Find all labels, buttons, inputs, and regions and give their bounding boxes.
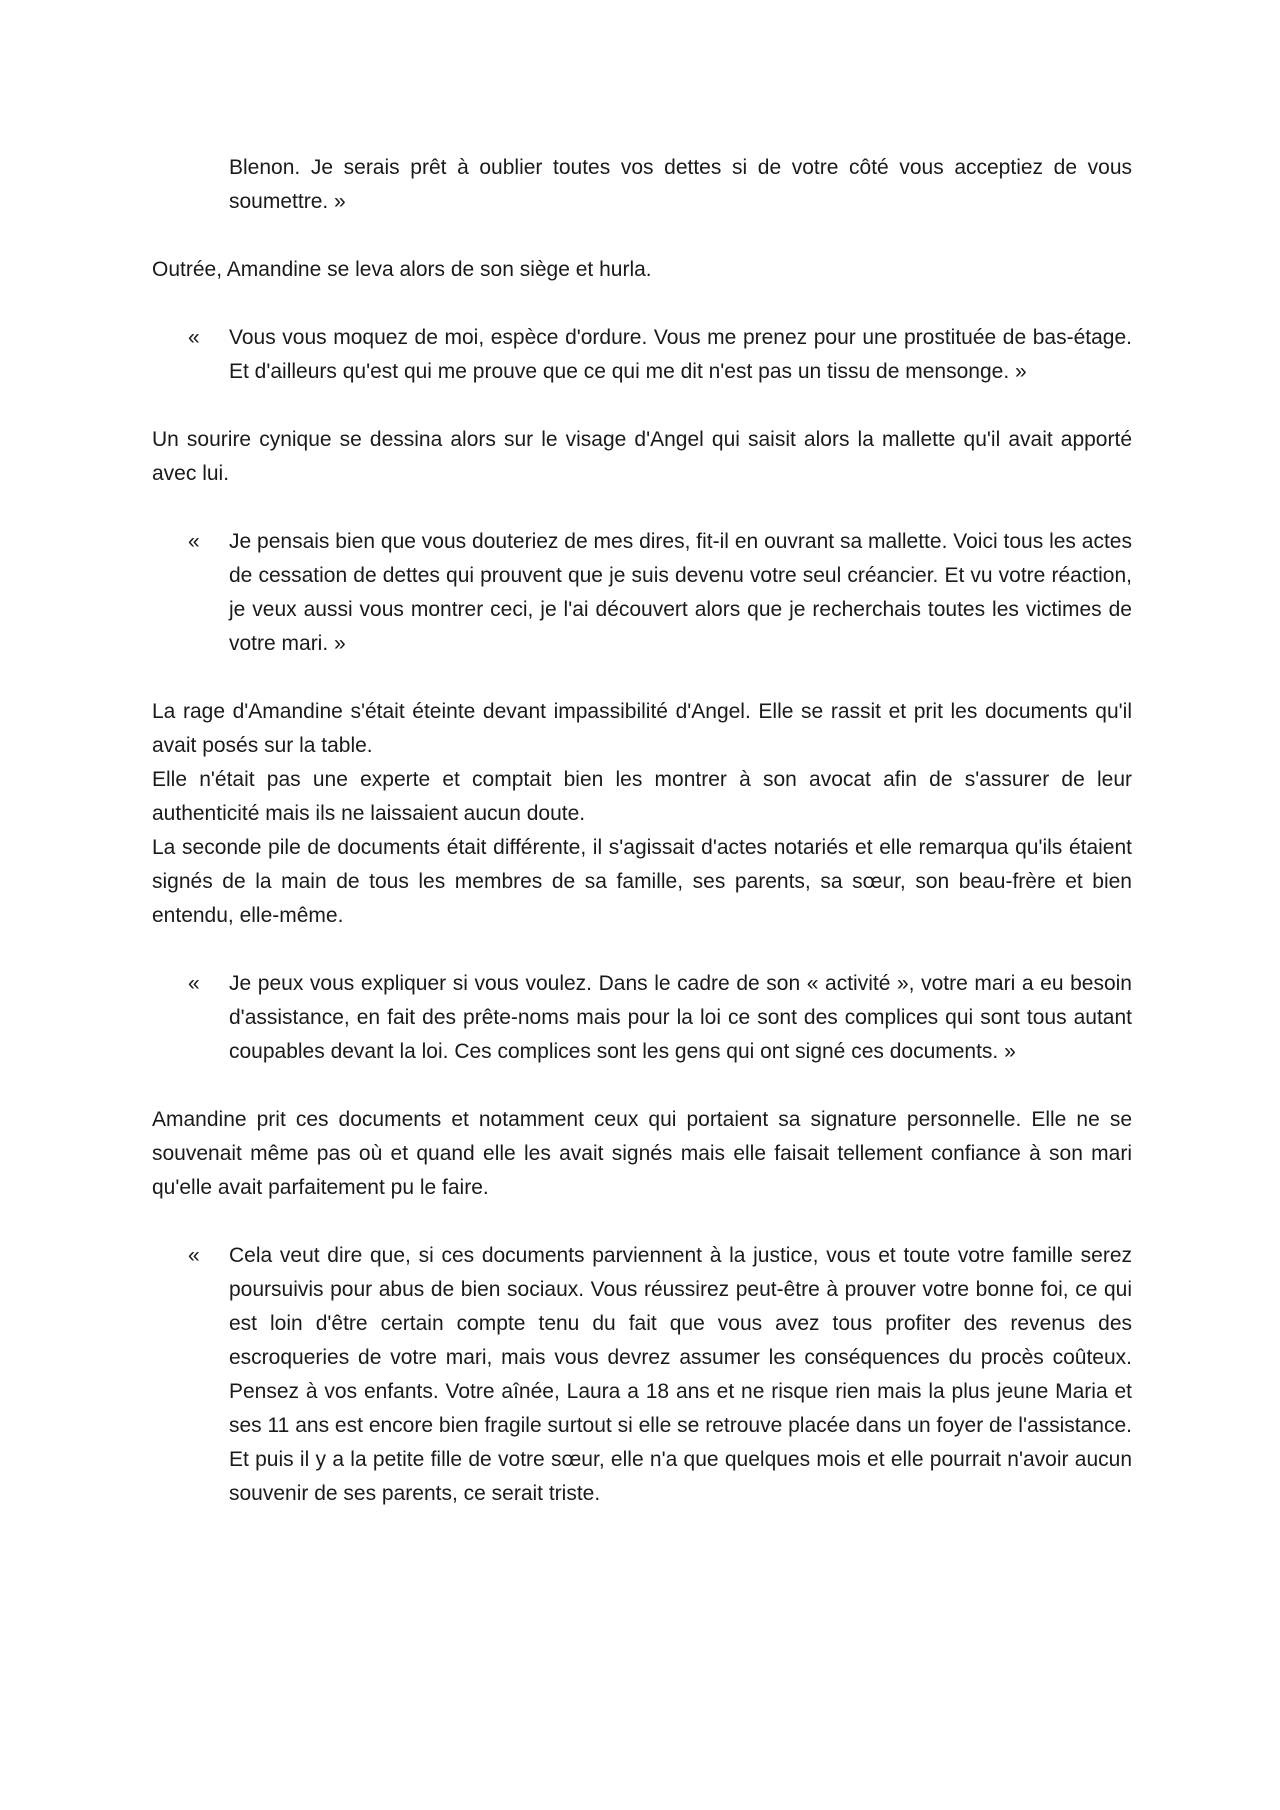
narrative-paragraph: La rage d'Amandine s'était éteinte devant impassibilité d'Angel. Elle se rassit et prit les documents qu'il avait posés sur la table. [152,700,1132,757]
quote-text: Vous vous moquez de moi, espèce d'ordure. Vous me prenez pour une prostituée de bas-étage. Et d'ailleurs qu'est qui me prouve que ce qui me dit n'est pas un tissu de mensonge. » [229,326,1132,383]
dialogue-quote [152,321,1132,389]
narrative-paragraph: Amandine prit ces documents et notamment ceux qui portaient sa signature personnelle. Elle ne se souvenait même pas où et quand elle les avait signés mais elle faisait tellement confiance à son mari qu'elle avait parfaitement pu le faire. [152,1108,1132,1199]
quote-mark: « [188,530,200,553]
narrative-paragraph: Outrée, Amandine se leva alors de son siège et hurla. [152,258,652,281]
narrative-paragraph: Un sourire cynique se dessina alors sur le visage d'Angel qui saisit alors la mallette qu'il avait apporté avec lui. [152,428,1132,485]
quote-text: Je pensais bien que vous douteriez de mes dires, fit-il en ouvrant sa mallette. Voici tous les actes de cessation de dettes qui prouvent que je suis devenu votre seul créancier. Et vu votre réaction, je veux aussi vous montrer ceci, je l'ai découvert alors que je recherchais toutes les victimes de votre mari. » [229,530,1132,655]
narrative-paragraph: Elle n'était pas une experte et comptait bien les montrer à son avocat afin de s'assurer de leur authenticité mais ils ne laissaient aucun doute. [152,768,1132,825]
quote-mark: « [188,1244,200,1267]
document-body [152,151,1132,1545]
quote-text: Je peux vous expliquer si vous voulez. Dans le cadre de son « activité », votre mari a eu besoin d'assistance, en fait des prête-noms mais pour la loi ce sont des complices qui sont tous autant coupables devant la loi. Ces complices sont les gens qui ont signé ces documents. » [229,972,1132,1063]
quote-mark: « [188,326,200,349]
quote-text: Blenon. Je serais prêt à oublier toutes vos dettes si de votre côté vous acceptiez de vous soumettre. » [229,156,1132,213]
narrative-paragraph: La seconde pile de documents était différente, il s'agissait d'actes notariés et elle remarqua qu'ils étaient signés de la main de tous les membres de sa famille, ses parents, sa sœur, son beau-frère et bien entendu, elle-même. [152,836,1132,927]
quote-mark: « [188,972,200,995]
quote-text: Cela veut dire que, si ces documents parviennent à la justice, vous et toute votre famille serez poursuivis pour abus de bien sociaux. Vous réussirez peut-être à prouver votre bonne foi, ce qui est loin d'être certain compte tenu du fait que vous avez tous profiter des revenus des escroqueries de votre mari, mais vous devrez assumer les conséquences du procès coûteux. Pensez à vos enfants. Votre aînée, Laura a 18 ans et ne risque rien mais la plus jeune Maria et ses 11 ans est encore bien fragile surtout si elle se retrouve placée dans un foyer de l'assistance. Et puis il y a la petite fille de votre sœur, elle n'a que quelques mois et elle pourrait n'avoir aucun souvenir de ses parents, ce serait triste. [229,1244,1132,1505]
dialogue-quote [152,967,1132,1069]
quote-continuation [152,151,1132,219]
dialogue-quote [152,1239,1132,1511]
dialogue-quote [152,525,1132,661]
